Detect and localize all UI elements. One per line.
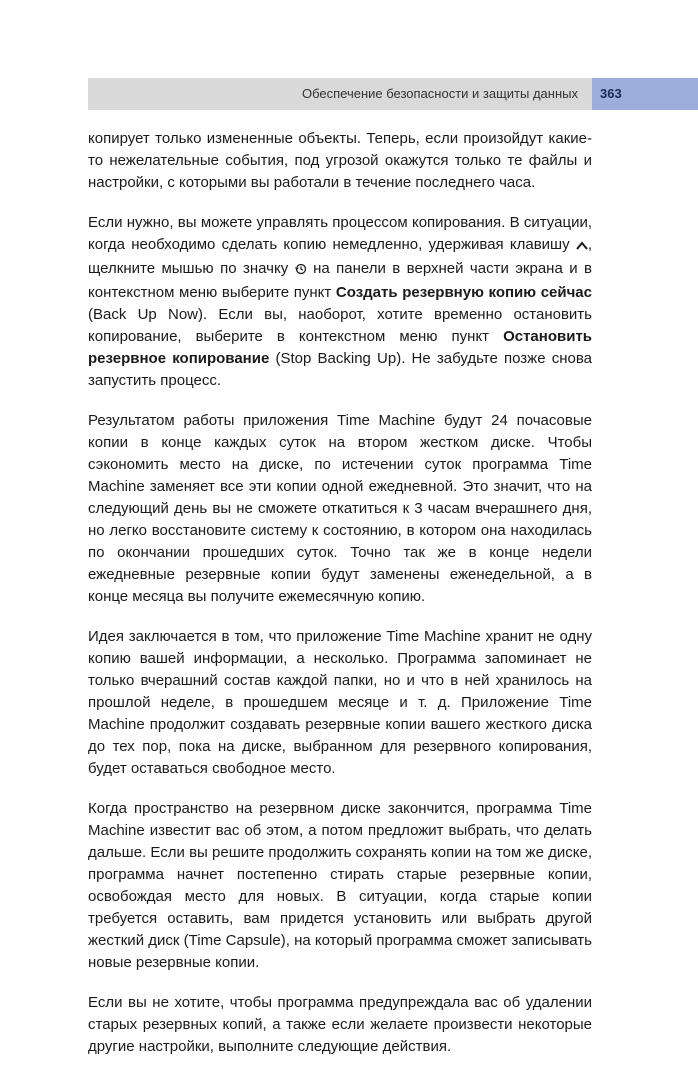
paragraph-2 — [88, 212, 592, 392]
paragraph-6: Если вы не хотите, чтобы программа предупреждала вас об удалении старых резервных копий, а также если желаете произвести некоторые другие настройки, выполните следующие действия. — [88, 994, 592, 1055]
paragraph-2-part1: Если нужно, вы можете управлять процессом копирования. В ситуации, когда необходимо сделать копию немедленно, удерживая клавишу — [88, 214, 592, 253]
menu-item-stop-backing-up: Остановить резервное копирование — [88, 328, 593, 367]
paragraph-3: Результатом работы приложения Time Machine будут 24 почасовые копии в конце каждых суток на втором жестком диске. Чтобы сэкономить место на диске, по истечении суток программа Time Machine заменяет все эти копии одной ежедневной. Это значит, что на следующий день вы не сможете откатиться к 3 часам вчерашнего дня, но легко восстановите систему к состоянию, в котором она находилась по окончании прошедших суток. Точно так же в конце недели ежедневные резервные копии будут заменены еженедельной, а в конце месяца вы получите ежемесячную копию. — [88, 412, 592, 605]
paragraph-2-part5: (Stop Backing Up). Не забудьте позже снова запустить процесс. — [88, 350, 592, 389]
paragraph-2-part2: , щелкните мышью по значку — [88, 236, 593, 277]
paragraph-2-part3: на панели в верхней части экрана и в контекстном меню выберите пункт — [88, 260, 593, 301]
running-header — [88, 78, 592, 110]
header-title: Обеспечение безопасности и защиты данных — [301, 86, 578, 101]
page-number: 363 — [600, 86, 622, 101]
menu-item-backup-now: Создать резервную копию сейчас — [335, 284, 592, 301]
paragraph-4: Идея заключается в том, что приложение Time Machine хранит не одну копию вашей информации, а несколько. Программа запоминает не только вчерашний состав каждой папки, но и что в ней хранилось на прошлой неделе, в прошедшем месяце и т. д. Приложение Time Machine продолжит создавать резервные копии вашего жесткого диска до тех пор, пока на диске, выбранном для резервного копирования, будет оставаться свободное место. — [88, 628, 592, 777]
time-machine-icon — [295, 260, 307, 282]
paragraph-1: копирует только измененные объекты. Теперь, если произойдут какие-то нежелательные события, под угрозой окажутся только те файлы и настройки, с которыми вы работали в течение последнего часа. — [88, 130, 592, 191]
body-text — [88, 128, 592, 1076]
paragraph-2-part4: (Back Up Now). Если вы, наоборот, хотите временно остановить копирование, выберите в контекстном меню пункт — [88, 306, 592, 345]
paragraph-5: Когда пространство на резервном диске закончится, программа Time Machine известит вас об этом, а потом предложит выбрать, что делать дальше. Если вы решите продолжить сохранять копии на том же диске, программа начнет постепенно стирать старые резервные копии, освобождая место для новых. В ситуации, когда старые копии требуется оставить, вам придется установить или выбрать другой жесткий диск (Time Capsule), на который программа сможет записывать новые резервные копии. — [88, 800, 592, 971]
page-number-box — [592, 78, 698, 110]
caret-up-icon — [576, 236, 588, 258]
